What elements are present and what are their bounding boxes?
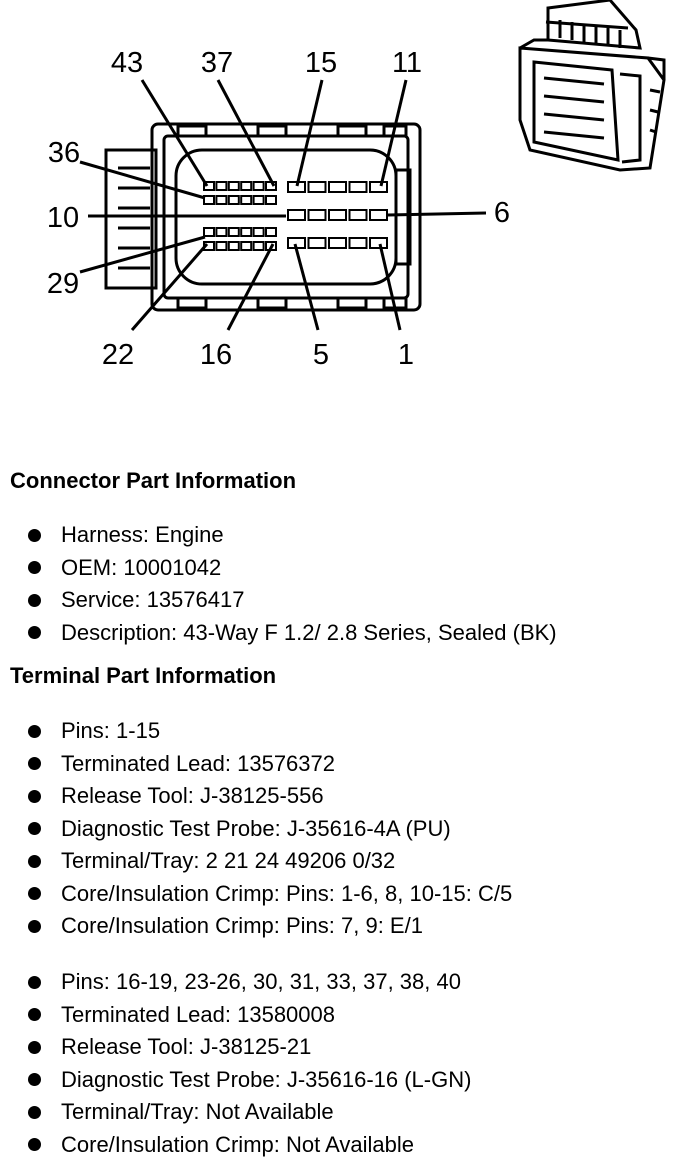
leader-5 [295,244,318,330]
terminal-cavity [350,238,367,248]
terminal-cavity [229,242,239,250]
pin-label-37: 37 [200,47,234,79]
terminal-part-info-heading: Terminal Part Information [10,663,277,688]
bullet-icon [28,822,41,835]
list-item-text: Terminal/Tray: 2 21 24 49206 0/32 [61,848,396,873]
list-item [28,584,557,617]
terminal-cavity [241,228,251,236]
list-item [28,1096,471,1129]
list-item-text: Pins: 1-15 [61,718,161,743]
list-item-text: Core/Insulation Crimp: Pins: 7, 9: E/1 [61,913,423,938]
bullet-icon [28,976,41,989]
bullet-icon [28,920,41,933]
list-item-text: OEM: 10001042 [61,554,222,580]
terminal-cavity [229,182,239,190]
bullet-icon [28,1008,41,1021]
terminal-cavity [350,210,367,220]
bullet-icon [28,529,41,542]
list-item-text: Release Tool: J-38125-21 [61,1034,312,1059]
connector-face-diagram [0,0,688,400]
terminal-cavity [329,182,346,192]
list-item-text: Diagnostic Test Probe: J-35616-16 (L-GN) [61,1066,472,1092]
bullet-icon [28,1073,41,1086]
bullet-icon [28,757,41,770]
terminal-cavity [370,210,387,220]
list-item [28,715,512,748]
terminal-cavity [204,228,214,236]
leader-37 [218,80,274,186]
terminal-cavity [370,182,387,192]
leader-6 [388,213,486,215]
bullet-icon [28,1106,41,1119]
list-item [28,878,512,911]
bullet-icon [28,594,41,607]
connector-part-info-heading: Connector Part Information [10,468,297,493]
terminal-cavity [309,210,326,220]
terminal-cavity [370,238,387,248]
pin-label-29: 29 [46,268,80,300]
list-item [28,617,557,650]
bullet-icon [28,561,41,574]
terminal-cavity [241,196,251,204]
terminal-cavity [254,242,264,250]
bullet-icon [28,855,41,868]
list-item-text: Diagnostic Test Probe: J-35616-4A (PU) [61,815,451,841]
terminal-info-list-2 [28,966,471,1161]
terminal-cavity [266,196,276,204]
connector-info-list [28,519,557,649]
pin-label-43: 43 [110,47,144,79]
pin-label-16: 16 [199,339,233,371]
list-item [28,910,512,943]
pin-label-36: 36 [47,137,81,169]
terminal-cavity [241,242,251,250]
list-item [28,1064,471,1097]
list-item [28,780,512,813]
terminal-cavity [329,210,346,220]
terminal-cavity [204,196,214,204]
list-item-text: Terminated Lead: 13576372 [61,750,335,776]
pin-label-22: 22 [101,339,135,371]
terminal-info-list-1 [28,715,512,943]
bullet-icon [28,1138,41,1151]
pin-label-1: 1 [397,339,415,371]
list-item [28,999,471,1032]
terminal-cavity [216,228,226,236]
bullet-icon [28,1041,41,1054]
terminal-cavity [329,238,346,248]
bullet-icon [28,725,41,738]
list-item-text: Harness: Engine [61,522,224,547]
terminal-cavity [309,182,326,192]
leader-16 [228,244,273,330]
terminal-cavity [350,182,367,192]
pin-label-10: 10 [46,202,80,234]
terminal-cavity [241,182,251,190]
terminal-cavity [309,238,326,248]
list-item [28,748,512,781]
terminal-cavity [288,210,305,220]
bullet-icon [28,887,41,900]
leader-15 [297,80,322,186]
terminal-cavity [216,242,226,250]
terminal-cavity [254,228,264,236]
pin-label-6: 6 [493,197,511,229]
list-item-text: Core/Insulation Crimp: Not Available [61,1131,414,1157]
list-item-text: Service: 13576417 [61,587,245,612]
pin-label-5: 5 [312,339,330,371]
pin-leader-lines [80,80,486,330]
list-item [28,552,557,585]
bullet-icon [28,626,41,639]
terminal-cavity [254,182,264,190]
list-item-text: Terminal/Tray: Not Available [61,1099,334,1124]
list-item-text: Description: 43-Way F 1.2/ 2.8 Series, Sealed (BK) [61,619,557,645]
terminal-cavity [216,182,226,190]
list-item [28,1129,471,1162]
list-item [28,1031,471,1064]
pin-label-15: 15 [304,47,338,79]
terminal-cavity [254,196,264,204]
pin-label-11: 11 [391,47,423,79]
terminal-cavity [266,228,276,236]
list-item [28,519,557,552]
terminal-cavity [229,196,239,204]
list-item [28,845,512,878]
list-item [28,966,471,999]
list-item-text: Pins: 16-19, 23-26, 30, 31, 33, 37, 38, 40 [61,969,461,994]
list-item-text: Terminated Lead: 13580008 [61,1001,335,1027]
bullet-icon [28,790,41,803]
terminal-cavity [229,228,239,236]
list-item [28,813,512,846]
terminal-cavity [216,196,226,204]
connector-3d-view-image [520,0,664,170]
list-item-text: Core/Insulation Crimp: Pins: 1-6, 8, 10-15: C/5 [61,880,513,906]
list-item-text: Release Tool: J-38125-556 [61,783,324,808]
